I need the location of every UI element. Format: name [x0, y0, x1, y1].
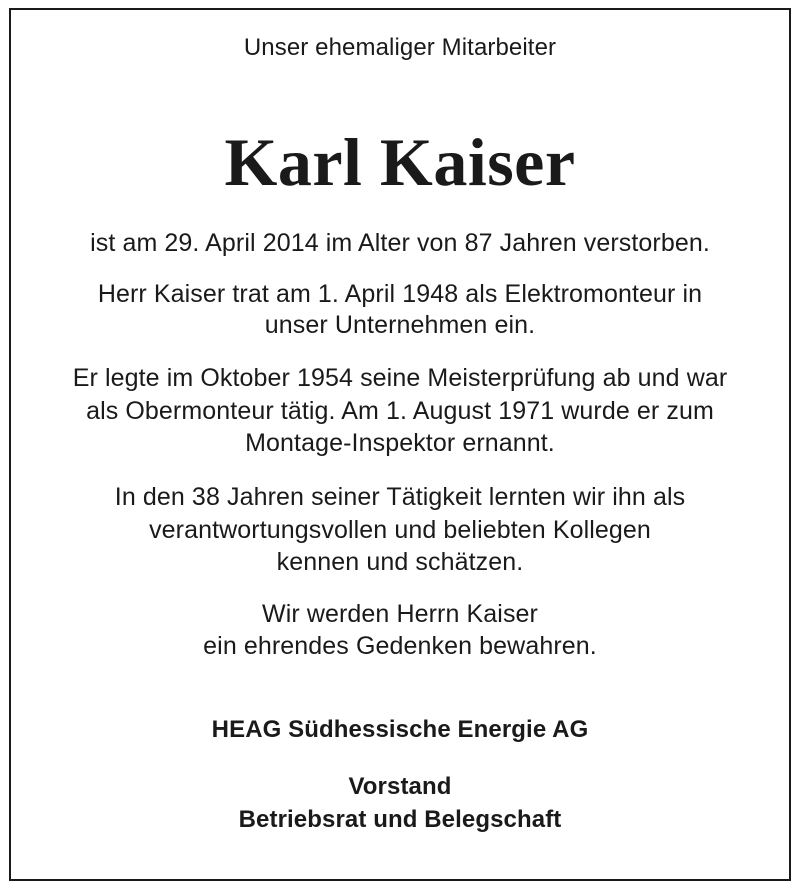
paragraph-memory-line-1: Wir werden Herrn Kaiser	[262, 600, 538, 628]
signatory-board: Vorstand	[348, 773, 452, 800]
paragraph-entry-line-2: unser Unternehmen ein.	[264, 311, 536, 339]
paragraph-career-line-3: Montage-Inspektor ernannt.	[245, 429, 555, 457]
paragraph-tribute-line-1: In den 38 Jahren seiner Tätigkeit lernten wir ihn als	[114, 483, 686, 511]
paragraph-tribute-line-3: kennen und schätzen.	[276, 548, 524, 576]
paragraph-death-date: ist am 29. April 2014 im Alter von 87 Jahren verstorben.	[90, 229, 710, 257]
paragraph-entry-line-1: Herr Kaiser trat am 1. April 1948 als Elektromonteur in	[97, 280, 703, 308]
deceased-name: Karl Kaiser	[224, 124, 576, 200]
paragraph-career-line-2: als Obermonteur tätig. Am 1. August 1971 wurde er zum	[86, 397, 714, 425]
paragraph-tribute-line-2: verantwortungsvollen und beliebten Kollegen	[149, 516, 651, 544]
paragraph-memory-line-2: ein ehrendes Gedenken bewahren.	[203, 632, 597, 660]
intro-line: Unser ehemaliger Mitarbeiter	[243, 34, 557, 61]
paragraph-career-line-1: Er legte im Oktober 1954 seine Meisterprüfung ab und war	[72, 364, 728, 392]
obituary-notice	[9, 8, 791, 881]
company-name: HEAG Südhessische Energie AG	[211, 716, 589, 743]
signatory-works-council: Betriebsrat und Belegschaft	[238, 806, 562, 833]
